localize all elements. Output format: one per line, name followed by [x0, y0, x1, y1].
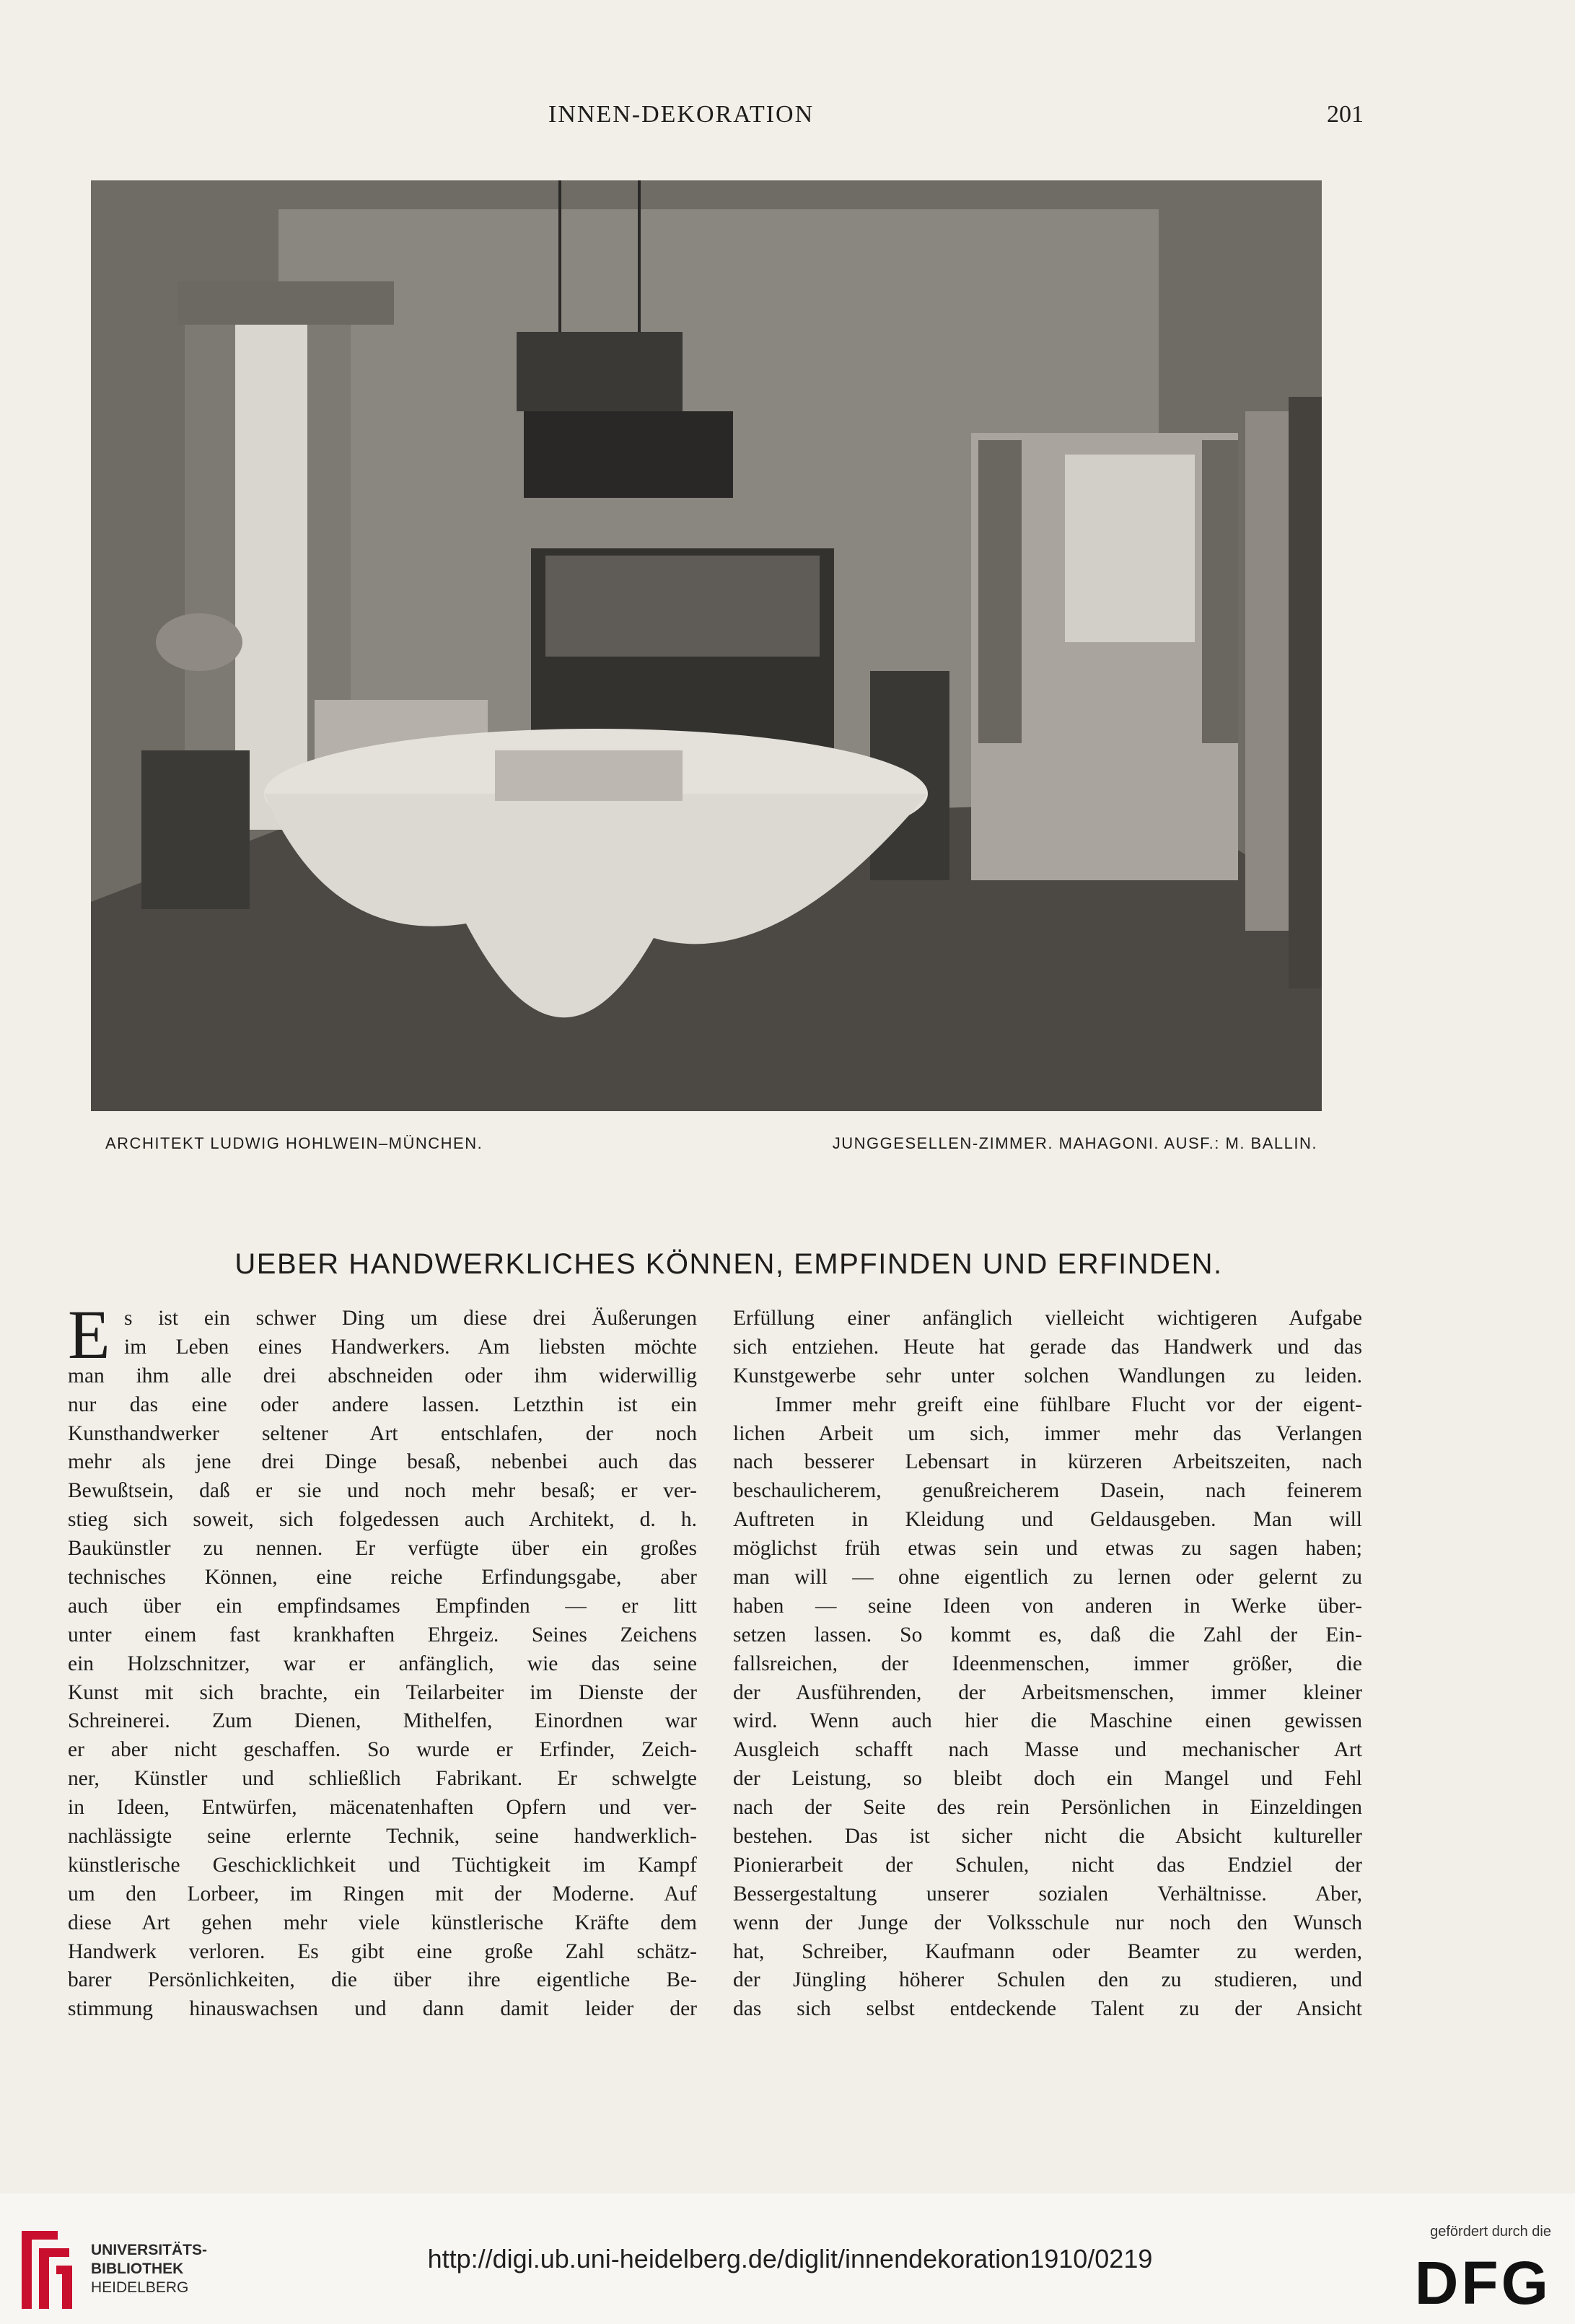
text-line: der Ausführenden, der Arbeitsmenschen, immer kleiner — [733, 1680, 1362, 1704]
text-line: Schreinerei. Zum Dienen, Mithelfen, Einordnen war — [68, 1709, 697, 1733]
text-line: künstlerische Geschicklichkeit und Tüchtigkeit im Kampf — [68, 1853, 697, 1877]
text-line: wird. Wenn auch hier die Maschine einen gewissen — [733, 1709, 1362, 1733]
text-line: beschaulicherem, genußreicherem Dasein, nach feinerem — [733, 1479, 1362, 1503]
text-line: hat, Schreiber, Kaufmann oder Beamter zu werden, — [733, 1939, 1362, 1963]
text-line: ner, Künstler und schließlich Fabrikant. Er schwelgte — [68, 1767, 697, 1791]
funder-label: gefördert durch die — [1430, 2224, 1551, 2240]
text-line: Immer mehr greift eine fühlbare Flucht vor der eigent- — [775, 1393, 1362, 1416]
text-line: nachlässigte seine erlernte Technik, seine handwerklich- — [68, 1825, 697, 1849]
text-line: haben — seine Ideen von anderen in Werke über- — [733, 1594, 1362, 1618]
text-line: unter einem fast krankhaften Ehrgeiz. Seines Zeichens — [68, 1623, 697, 1646]
text-line: Ausgleich schafft nach Masse und mechanischer Art — [733, 1738, 1362, 1762]
text-line: Auftreten in Kleidung und Geldausgeben. Man will — [733, 1508, 1362, 1532]
university-library-logo-icon — [14, 2224, 76, 2318]
text-line: Bessergestaltung unserer sozialen Verhältnisse. Aber, — [733, 1882, 1362, 1906]
text-line: sich entziehen. Heute hat gerade das Handwerk und das — [733, 1335, 1362, 1359]
text-line: ein Holzschnitzer, war er anfänglich, wie das seine — [68, 1652, 697, 1675]
text-line: man will — ohne eigentlich zu lernen oder gelernt zu — [733, 1566, 1362, 1589]
text-line: diese Art gehen mehr viele künstlerische Kräfte dem — [68, 1911, 697, 1934]
text-line: Kunstgewerbe sehr unter solchen Wandlungen zu leiden. — [733, 1364, 1362, 1387]
text-line: möglichst früh etwas sein und etwas zu sagen haben; — [733, 1537, 1362, 1561]
text-line: stimmung hinauswachsen und dann damit leider der — [68, 1997, 697, 2021]
text-line: er aber nicht geschaffen. So wurde er Erfinder, Zeich- — [68, 1738, 697, 1762]
text-line: technisches Können, eine reiche Erfindungsgabe, aber — [68, 1566, 697, 1589]
text-line: s ist ein schwer Ding um diese drei Äußerungen — [124, 1307, 697, 1330]
university-library-name — [91, 2241, 207, 2297]
interior-photograph — [91, 180, 1322, 1111]
article-title: UEBER HANDWERKLICHES KÖNNEN, EMPFINDEN UND ERFINDEN. — [234, 1248, 1223, 1280]
text-line: Erfüllung einer anfänglich vielleicht wichtigeren Aufgabe — [733, 1307, 1362, 1330]
library-line: HEIDELBERG — [91, 2279, 189, 2296]
running-title: INNEN-DEKORATION — [548, 101, 815, 128]
text-line: nur das eine oder andere lassen. Letzthin ist ein — [68, 1393, 697, 1416]
caption-architect: ARCHITEKT LUDWIG HOHLWEIN–MÜNCHEN. — [105, 1134, 483, 1152]
text-line: Handwerk verloren. Es gibt eine große Zahl schätz- — [68, 1939, 697, 1963]
text-line: in Ideen, Entwürfen, mäcenatenhaften Opfern und ver- — [68, 1796, 697, 1820]
text-line: im Leben eines Handwerkers. Am liebsten möchte — [124, 1335, 697, 1359]
library-line: UNIVERSITÄTS- — [91, 2242, 208, 2258]
text-line: nach der Seite des rein Persönlichen in Einzeldingen — [733, 1796, 1362, 1820]
text-line: der Leistung, so bleibt doch ein Mangel und Fehl — [733, 1767, 1362, 1791]
text-line: um den Lorbeer, im Ringen mit der Moderne. Auf — [68, 1882, 697, 1906]
dfg-logo: DFG — [1414, 2249, 1551, 2317]
text-line: Pionierarbeit der Schulen, nicht das Endziel der — [733, 1853, 1362, 1877]
text-line: Kunst mit sich brachte, ein Teilarbeiter im Dienste der — [68, 1680, 697, 1704]
text-line: Kunsthandwerker seltener Art entschlafen, der noch — [68, 1421, 697, 1445]
text-line: Baukünstler zu nennen. Er verfügte über ein großes — [68, 1537, 697, 1561]
text-line: nach besserer Lebensart in kürzeren Arbeitszeiten, nach — [733, 1450, 1362, 1474]
text-line: der Jüngling höherer Schulen den zu studieren, und — [733, 1968, 1362, 1992]
text-line: wenn der Junge der Volksschule nur noch den Wunsch — [733, 1911, 1362, 1934]
library-line: BIBLIOTHEK — [91, 2261, 184, 2277]
text-line: bestehen. Das ist sicher nicht die Absicht kultureller — [733, 1825, 1362, 1849]
text-column-right — [733, 1304, 1362, 2024]
page-number: 201 — [1327, 101, 1364, 128]
running-head — [0, 101, 1575, 144]
text-line: setzen lassen. So kommt es, daß die Zahl der Ein- — [733, 1623, 1362, 1646]
caption-room: JUNGGESELLEN-ZIMMER. MAHAGONI. AUSF.: M. BALLIN. — [832, 1134, 1317, 1152]
text-line: fallsreichen, der Ideenmenschen, immer größer, die — [733, 1652, 1362, 1675]
digitization-footer — [0, 2193, 1575, 2324]
text-line: man ihm alle drei abschneiden oder ihm widerwillig — [68, 1364, 697, 1387]
text-line: mehr als jene drei Dinge besaß, nebenbei auch das — [68, 1450, 697, 1474]
text-line: barer Persönlichkeiten, die über ihre eigentliche Be- — [68, 1968, 697, 1992]
text-column-left — [68, 1296, 697, 2024]
drop-initial: E — [68, 1296, 110, 1373]
text-line: Bewußtsein, daß er sie und noch mehr besaß; er ver- — [68, 1479, 697, 1503]
permalink-url[interactable]: http://digi.ub.uni-heidelberg.de/diglit/innendekoration1910/0219 — [427, 2244, 1153, 2273]
text-line: auch über ein empfindsames Empfinden — er litt — [68, 1594, 697, 1618]
text-line: lichen Arbeit um sich, immer mehr das Verlangen — [733, 1421, 1362, 1445]
text-line: stieg sich soweit, sich folgedessen auch Architekt, d. h. — [68, 1508, 697, 1532]
text-line: das sich selbst entdeckende Talent zu der Ansicht — [733, 1997, 1362, 2021]
